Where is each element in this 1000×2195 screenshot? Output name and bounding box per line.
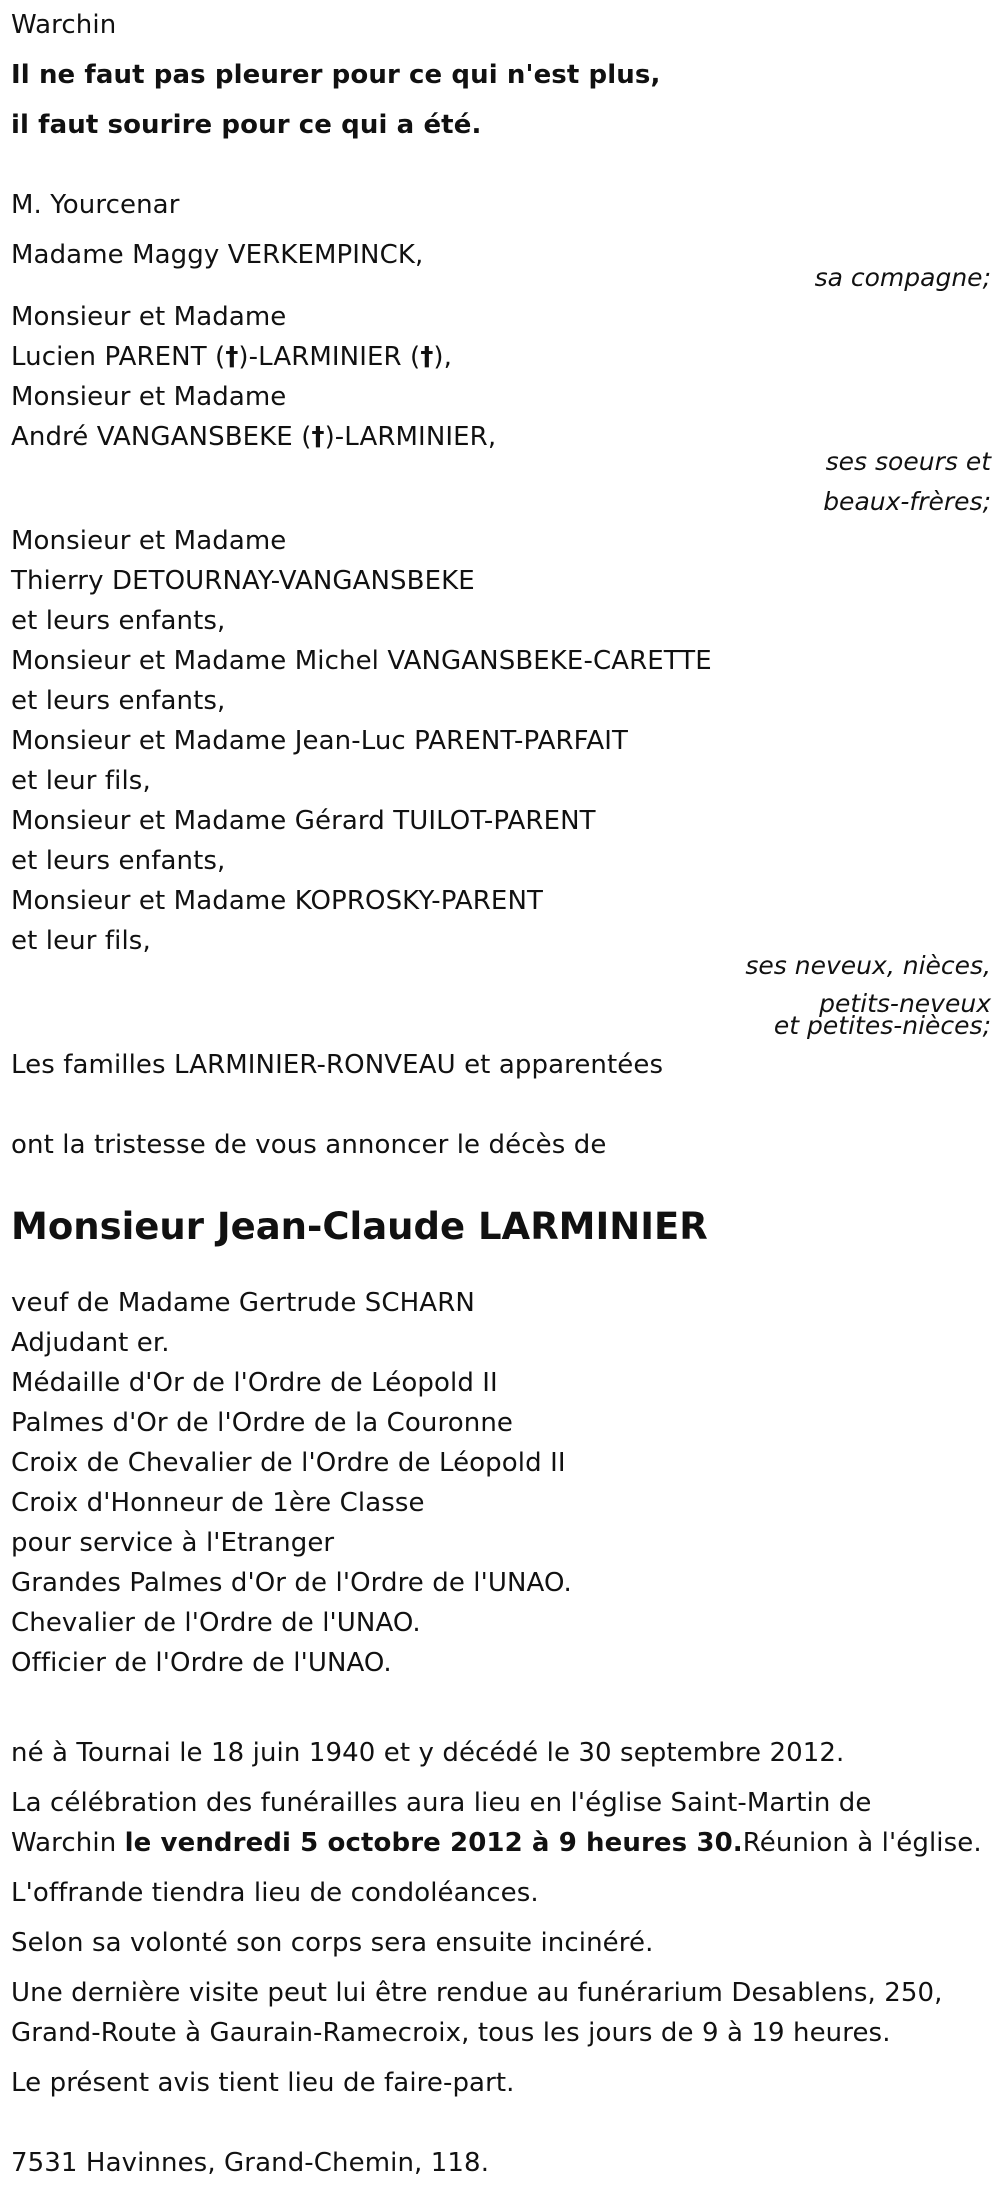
title-line: Palmes d'Or de l'Ordre de la Couronne: [11, 1408, 513, 1438]
nephews-line: et leurs enfants,: [11, 846, 226, 876]
title-line: Grandes Palmes d'Or de l'Ordre de l'UNAO.: [11, 1568, 572, 1598]
nephews-line: Thierry DETOURNAY-VANGANSBEKE: [11, 566, 475, 596]
siblings-line-3: Monsieur et Madame: [11, 382, 287, 412]
address-line: 7531 Havinnes, Grand-Chemin, 118.: [11, 2148, 490, 2178]
nephews-line: et leurs enfants,: [11, 606, 226, 636]
nephews-line: et leur fils,: [11, 766, 151, 796]
dagger-symbol: †: [225, 342, 239, 372]
siblings-line-1: Monsieur et Madame: [11, 302, 287, 332]
nephews-line: et leurs enfants,: [11, 686, 226, 716]
dagger-symbol: †: [420, 342, 434, 372]
nephews-line: Monsieur et Madame: [11, 526, 287, 556]
nephews-role-2: petits-neveux: [819, 989, 991, 1018]
title-line: Officier de l'Ordre de l'UNAO.: [11, 1648, 392, 1678]
quote-line-1: Il ne faut pas pleurer pour ce qui n'est plus,: [11, 60, 661, 90]
offering-line: L'offrande tiendra lieu de condoléances.: [11, 1878, 539, 1908]
notice-line: Le présent avis tient lieu de faire-part.: [11, 2068, 515, 2098]
funeral-date: le vendredi 5 octobre 2012 à 9 heures 30.: [124, 1828, 743, 1858]
companion-role: sa compagne;: [814, 263, 991, 292]
title-line: pour service à l'Etranger: [11, 1528, 335, 1558]
title-line: Adjudant er.: [11, 1328, 170, 1358]
nephews-line: Monsieur et Madame KOPROSKY-PARENT: [11, 886, 543, 916]
visit-line-2: Grand-Route à Gaurain-Ramecroix, tous les jours de 9 à 19 heures.: [11, 2018, 891, 2048]
siblings-line-4: André VANGANSBEKE (†)-LARMINIER,: [11, 422, 497, 452]
deceased-name: Monsieur Jean-Claude LARMINIER: [11, 1205, 708, 1248]
nephews-line: Monsieur et Madame Michel VANGANSBEKE-CARETTE: [11, 646, 712, 676]
dagger-symbol: †: [311, 422, 325, 452]
obituary-notice: [11, 0, 991, 2195]
nephews-role-3: et petites-nièces;: [773, 1011, 991, 1040]
nephews-line: et leur fils,: [11, 926, 151, 956]
companion-name: Madame Maggy VERKEMPINCK,: [11, 240, 424, 270]
families-line: Les familles LARMINIER-RONVEAU et apparentées: [11, 1050, 664, 1080]
title-line: veuf de Madame Gertrude SCHARN: [11, 1288, 475, 1318]
announcement: ont la tristesse de vous annoncer le décès de: [11, 1130, 607, 1160]
nephews-role-1: ses neveux, nièces,: [745, 951, 991, 980]
birth-death-line: né à Tournai le 18 juin 1940 et y décédé le 30 septembre 2012.: [11, 1738, 845, 1768]
title-line: Médaille d'Or de l'Ordre de Léopold II: [11, 1368, 498, 1398]
siblings-role-1: ses soeurs et: [825, 447, 991, 476]
funeral-line-1: La célébration des funérailles aura lieu en l'église Saint-Martin de: [11, 1788, 872, 1818]
title-line: Croix de Chevalier de l'Ordre de Léopold II: [11, 1448, 566, 1478]
funeral-line-2: Warchin le vendredi 5 octobre 2012 à 9 heures 30.Réunion à l'église.: [11, 1828, 982, 1858]
location-header: Warchin: [11, 10, 117, 40]
nephews-line: Monsieur et Madame Jean-Luc PARENT-PARFAIT: [11, 726, 628, 756]
nephews-line: Monsieur et Madame Gérard TUILOT-PARENT: [11, 806, 596, 836]
title-line: Croix d'Honneur de 1ère Classe: [11, 1488, 425, 1518]
quote-author: M. Yourcenar: [11, 190, 180, 220]
quote-line-2: il faut sourire pour ce qui a été.: [11, 110, 482, 140]
cremation-line: Selon sa volonté son corps sera ensuite incinéré.: [11, 1928, 654, 1958]
siblings-line-2: Lucien PARENT (†)-LARMINIER (†),: [11, 342, 453, 372]
siblings-role-2: beaux-frères;: [823, 487, 991, 516]
visit-line-1: Une dernière visite peut lui être rendue au funérarium Desablens, 250,: [11, 1978, 943, 2008]
title-line: Chevalier de l'Ordre de l'UNAO.: [11, 1608, 421, 1638]
